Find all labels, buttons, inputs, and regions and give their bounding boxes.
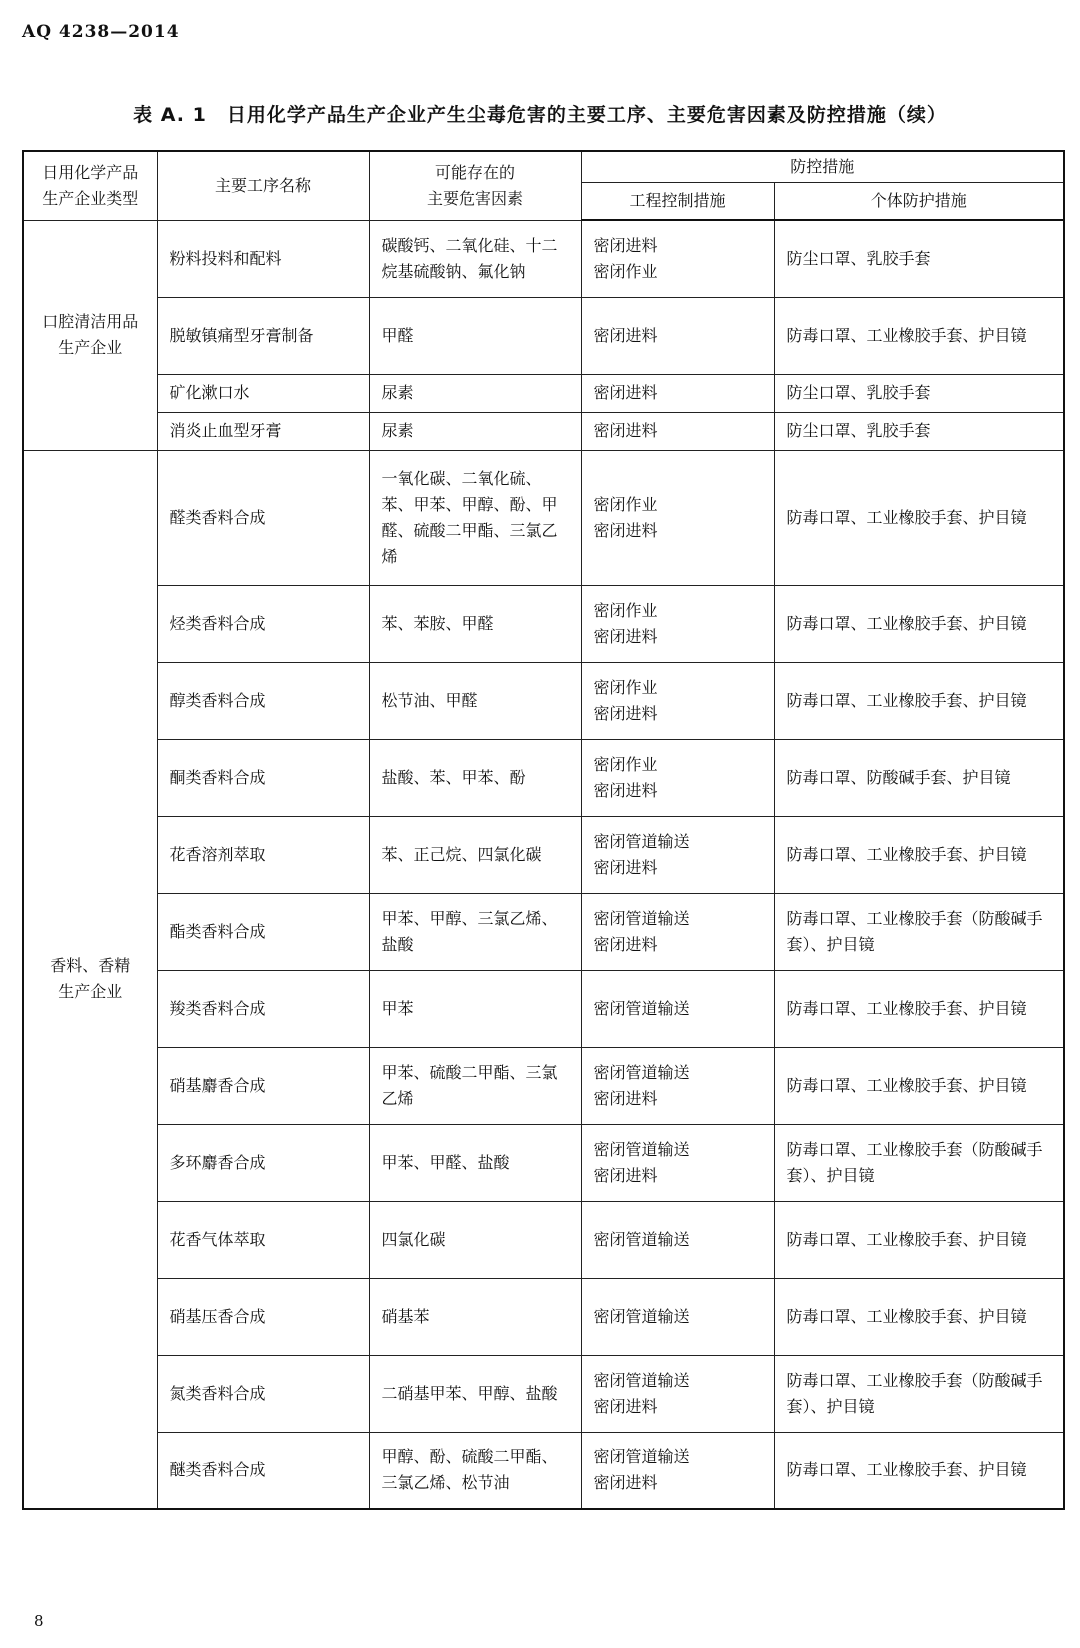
enterprise-type-cell: [23, 450, 157, 1509]
table-row: [23, 450, 1064, 585]
process-cell: 花香溶剂萃取: [157, 816, 369, 893]
hazard-cell: 甲醛: [369, 297, 581, 374]
process-cell: 硝基麝香合成: [157, 1047, 369, 1124]
page-number: 8: [34, 1612, 44, 1630]
table-body: [23, 220, 1064, 1509]
engineering-control-cell: [581, 1432, 774, 1509]
personal-protection-cell: 防毒口罩、工业橡胶手套、护目镜: [774, 970, 1064, 1047]
table-row: [23, 585, 1064, 662]
header-control: 防控措施: [581, 151, 1064, 183]
hazard-cell: 盐酸、苯、甲苯、酚: [369, 739, 581, 816]
table-row: [23, 1355, 1064, 1432]
enterprise-type-line: 口腔清洁用品: [42, 312, 139, 331]
engineering-control-line: 密闭进料: [593, 780, 658, 800]
hazard-cell: 甲苯、甲醇、三氯乙烯、盐酸: [369, 893, 581, 970]
engineering-control-cell: [581, 374, 774, 412]
hazard-cell: 尿素: [369, 412, 581, 450]
engineering-control-cell: [581, 412, 774, 450]
hazard-cell: 苯、正己烷、四氯化碳: [369, 816, 581, 893]
header-engineering: 工程控制措施: [581, 183, 774, 221]
personal-protection-cell: 防毒口罩、工业橡胶手套、护目镜: [774, 662, 1064, 739]
hazard-cell: 碳酸钙、二氧化硅、十二烷基硫酸钠、氟化钠: [369, 220, 581, 297]
engineering-control-cell: [581, 1124, 774, 1201]
header-process: 主要工序名称: [157, 151, 369, 220]
engineering-control-line: 密闭进料: [593, 934, 658, 954]
engineering-control-line: 密闭进料: [593, 520, 658, 540]
process-cell: 氮类香料合成: [157, 1355, 369, 1432]
engineering-control-line: 密闭进料: [593, 421, 658, 440]
hazard-cell: 苯、苯胺、甲醛: [369, 585, 581, 662]
header-hazard-line: 主要危害因素: [426, 188, 523, 208]
header-hazard: [369, 151, 581, 220]
table-row: [23, 1278, 1064, 1355]
personal-protection-cell: 防毒口罩、工业橡胶手套、护目镜: [774, 450, 1064, 585]
personal-protection-cell: 防毒口罩、工业橡胶手套（防酸碱手套）、护目镜: [774, 893, 1064, 970]
process-cell: 酯类香料合成: [157, 893, 369, 970]
personal-protection-cell: 防尘口罩、乳胶手套: [774, 374, 1064, 412]
process-cell: 矿化漱口水: [157, 374, 369, 412]
personal-protection-cell: 防尘口罩、乳胶手套: [774, 412, 1064, 450]
header-type-line: 生产企业类型: [42, 188, 139, 208]
table-row: [23, 1047, 1064, 1124]
personal-protection-cell: 防毒口罩、防酸碱手套、护目镜: [774, 739, 1064, 816]
engineering-control-line: 密闭管道输送: [593, 1447, 690, 1467]
process-cell: 酮类香料合成: [157, 739, 369, 816]
engineering-control-line: 密闭进料: [593, 383, 658, 402]
table-row: [23, 816, 1064, 893]
enterprise-type-cell: [23, 220, 157, 450]
engineering-control-line: 密闭进料: [593, 857, 658, 877]
table-row: [23, 297, 1064, 374]
engineering-control-cell: [581, 450, 774, 585]
hazard-cell: 甲醇、酚、硫酸二甲酯、三氯乙烯、松节油: [369, 1432, 581, 1509]
hazard-cell: 甲苯、硫酸二甲酯、三氯乙烯: [369, 1047, 581, 1124]
engineering-control-line: 密闭作业: [593, 494, 658, 514]
process-cell: 烃类香料合成: [157, 585, 369, 662]
table-row: [23, 220, 1064, 297]
engineering-control-cell: [581, 220, 774, 297]
header-type: [23, 151, 157, 220]
table-row: [23, 893, 1064, 970]
hazard-cell: 尿素: [369, 374, 581, 412]
process-cell: 脱敏镇痛型牙膏制备: [157, 297, 369, 374]
engineering-control-line: 密闭进料: [593, 1396, 658, 1416]
engineering-control-line: 密闭作业: [593, 754, 658, 774]
engineering-control-cell: [581, 1201, 774, 1278]
hazard-cell: 二硝基甲苯、甲醇、盐酸: [369, 1355, 581, 1432]
engineering-control-cell: [581, 739, 774, 816]
process-cell: 消炎止血型牙膏: [157, 412, 369, 450]
engineering-control-line: 密闭作业: [593, 677, 658, 697]
hazard-cell: 松节油、甲醛: [369, 662, 581, 739]
engineering-control-cell: [581, 1278, 774, 1355]
engineering-control-line: 密闭管道输送: [593, 998, 690, 1018]
table-row: [23, 739, 1064, 816]
engineering-control-line: 密闭管道输送: [593, 831, 690, 851]
hazard-cell: 四氯化碳: [369, 1201, 581, 1278]
process-cell: 醚类香料合成: [157, 1432, 369, 1509]
process-cell: 粉料投料和配料: [157, 220, 369, 297]
process-cell: 花香气体萃取: [157, 1201, 369, 1278]
table-header: [23, 151, 1064, 220]
process-cell: 多环麝香合成: [157, 1124, 369, 1201]
engineering-control-cell: [581, 662, 774, 739]
engineering-control-line: 密闭管道输送: [593, 908, 690, 928]
table-row: [23, 412, 1064, 450]
engineering-control-cell: [581, 585, 774, 662]
table-row: [23, 1201, 1064, 1278]
engineering-control-line: 密闭管道输送: [593, 1306, 690, 1326]
table-row: [23, 970, 1064, 1047]
engineering-control-line: 密闭进料: [593, 235, 658, 255]
personal-protection-cell: 防尘口罩、乳胶手套: [774, 220, 1064, 297]
personal-protection-cell: 防毒口罩、工业橡胶手套、护目镜: [774, 1432, 1064, 1509]
engineering-control-line: 密闭进料: [593, 1088, 658, 1108]
engineering-control-line: 密闭管道输送: [593, 1139, 690, 1159]
personal-protection-cell: 防毒口罩、工业橡胶手套、护目镜: [774, 1278, 1064, 1355]
engineering-control-line: 密闭作业: [593, 600, 658, 620]
table-row: [23, 1124, 1064, 1201]
engineering-control-line: 密闭进料: [593, 1473, 658, 1493]
personal-protection-cell: 防毒口罩、工业橡胶手套、护目镜: [774, 1201, 1064, 1278]
personal-protection-cell: 防毒口罩、工业橡胶手套、护目镜: [774, 585, 1064, 662]
personal-protection-cell: 防毒口罩、工业橡胶手套、护目镜: [774, 297, 1064, 374]
engineering-control-cell: [581, 816, 774, 893]
engineering-control-line: 密闭管道输送: [593, 1229, 690, 1249]
hazard-table: [22, 150, 1065, 1510]
engineering-control-line: 密闭进料: [593, 626, 658, 646]
enterprise-type-line: 香料、香精: [50, 956, 131, 976]
hazard-cell: 硝基苯: [369, 1278, 581, 1355]
table-row: [23, 662, 1064, 739]
personal-protection-cell: 防毒口罩、工业橡胶手套（防酸碱手套）、护目镜: [774, 1355, 1064, 1432]
engineering-control-line: 密闭管道输送: [593, 1062, 690, 1082]
engineering-control-cell: [581, 1047, 774, 1124]
hazard-cell: 甲苯、甲醛、盐酸: [369, 1124, 581, 1201]
header-type-line: 日用化学产品: [42, 162, 139, 182]
engineering-control-cell: [581, 1355, 774, 1432]
engineering-control-cell: [581, 297, 774, 374]
process-cell: 醇类香料合成: [157, 662, 369, 739]
process-cell: 羧类香料合成: [157, 970, 369, 1047]
table-row: [23, 374, 1064, 412]
enterprise-type-line: 生产企业: [58, 338, 123, 357]
hazard-cell: 甲苯: [369, 970, 581, 1047]
process-cell: 醛类香料合成: [157, 450, 369, 585]
engineering-control-line: 密闭进料: [593, 703, 658, 723]
header-hazard-line: 可能存在的: [434, 162, 515, 182]
process-cell: 硝基压香合成: [157, 1278, 369, 1355]
engineering-control-line: 密闭进料: [593, 325, 658, 345]
engineering-control-line: 密闭管道输送: [593, 1370, 690, 1390]
hazard-cell: 一氧化碳、二氧化硫、苯、甲苯、甲醇、酚、甲醛、硫酸二甲酯、三氯乙烯: [369, 450, 581, 585]
engineering-control-line: 密闭进料: [593, 1165, 658, 1185]
personal-protection-cell: 防毒口罩、工业橡胶手套（防酸碱手套）、护目镜: [774, 1124, 1064, 1201]
table-row: [23, 1432, 1064, 1509]
header-personal: 个体防护措施: [774, 183, 1064, 221]
personal-protection-cell: 防毒口罩、工业橡胶手套、护目镜: [774, 816, 1064, 893]
enterprise-type-line: 生产企业: [58, 982, 123, 1002]
engineering-control-cell: [581, 970, 774, 1047]
standard-code: AQ 4238—2014: [22, 22, 180, 42]
engineering-control-line: 密闭作业: [593, 261, 658, 281]
personal-protection-cell: 防毒口罩、工业橡胶手套、护目镜: [774, 1047, 1064, 1124]
engineering-control-cell: [581, 893, 774, 970]
table-title: 表 A. 1 日用化学产品生产企业产生尘毒危害的主要工序、主要危害因素及防控措施（续）: [133, 104, 947, 126]
